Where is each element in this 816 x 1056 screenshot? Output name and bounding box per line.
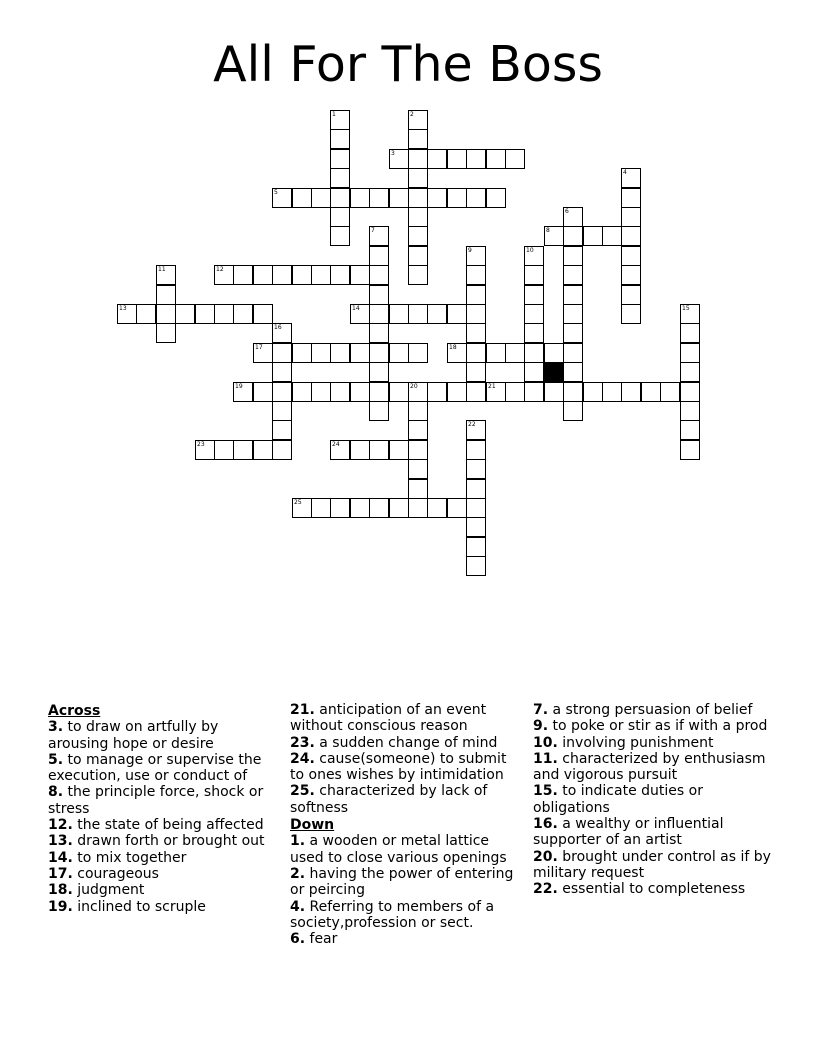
grid-cell[interactable]	[563, 304, 583, 324]
grid-cell[interactable]	[369, 226, 389, 246]
grid-cell[interactable]	[369, 498, 389, 518]
cell-number: 22	[468, 421, 476, 428]
grid-cell[interactable]	[563, 382, 583, 402]
grid-cell[interactable]	[330, 188, 350, 208]
grid-cell[interactable]	[427, 498, 447, 518]
grid-cell[interactable]	[350, 440, 370, 460]
grid-cell[interactable]	[330, 110, 350, 130]
grid-cell[interactable]	[117, 304, 137, 324]
grid-cell[interactable]	[195, 304, 215, 324]
clue-across-8: 8. the principle force, shock or stress	[48, 784, 264, 817]
grid-cell[interactable]	[350, 265, 370, 285]
grid-cell[interactable]	[369, 285, 389, 305]
grid-cell[interactable]	[233, 265, 253, 285]
grid-cell[interactable]	[408, 207, 428, 227]
grid-cell[interactable]	[563, 207, 583, 227]
grid-cell[interactable]	[253, 382, 273, 402]
grid-cell[interactable]	[214, 265, 234, 285]
clue-down-20: 20. brought under control as if by military request	[533, 848, 771, 881]
grid-cell[interactable]	[408, 401, 428, 421]
grid-cell[interactable]	[389, 304, 409, 324]
grid-cell[interactable]	[408, 304, 428, 324]
cell-number: 1	[332, 111, 336, 118]
grid-cell[interactable]	[389, 188, 409, 208]
grid-cell[interactable]	[408, 382, 428, 402]
cell-number: 6	[565, 208, 569, 215]
grid-cell[interactable]	[680, 401, 700, 421]
grid-cell[interactable]	[466, 498, 486, 518]
cell-number: 7	[371, 227, 375, 234]
grid-cell[interactable]	[563, 285, 583, 305]
clue-across-18: 18. judgment	[48, 882, 145, 899]
grid-cell[interactable]	[447, 382, 467, 402]
grid-cell[interactable]	[486, 188, 506, 208]
grid-cell[interactable]	[330, 440, 350, 460]
clue-column-2	[290, 702, 522, 947]
grid-cell[interactable]	[408, 129, 428, 149]
grid-cell[interactable]	[621, 188, 641, 208]
grid-cell[interactable]	[408, 498, 428, 518]
grid-cell[interactable]	[214, 304, 234, 324]
grid-cell[interactable]	[350, 188, 370, 208]
cell-number: 25	[294, 499, 302, 506]
grid-cell[interactable]	[466, 188, 486, 208]
grid-cell[interactable]	[311, 343, 331, 363]
grid-cell[interactable]	[602, 382, 622, 402]
clue-column-3	[533, 702, 773, 898]
grid-cell[interactable]	[408, 265, 428, 285]
grid-cell[interactable]	[272, 323, 292, 343]
clue-down-6: 6. fear	[290, 931, 338, 948]
grid-cell[interactable]	[330, 129, 350, 149]
grid-cell[interactable]	[272, 382, 292, 402]
grid-cell[interactable]	[524, 285, 544, 305]
grid-cell[interactable]	[369, 323, 389, 343]
grid-cell[interactable]	[330, 207, 350, 227]
grid-cell[interactable]	[660, 382, 680, 402]
cell-number: 17	[255, 344, 263, 351]
grid-cell[interactable]	[563, 265, 583, 285]
grid-cell[interactable]	[272, 362, 292, 382]
grid-block	[544, 362, 564, 382]
cell-number: 9	[468, 247, 472, 254]
grid-cell[interactable]	[621, 285, 641, 305]
down-heading: Down	[290, 817, 335, 834]
clue-down-1: 1. a wooden or metal lattice used to close various openings	[290, 833, 507, 866]
cell-number: 5	[274, 189, 278, 196]
cell-number: 8	[546, 227, 550, 234]
grid-cell[interactable]	[175, 304, 195, 324]
grid-cell[interactable]	[427, 304, 447, 324]
clue-down-7: 7. a strong persuasion of belief	[533, 702, 753, 718]
grid-cell[interactable]	[544, 343, 564, 363]
cell-number: 11	[158, 266, 166, 273]
grid-cell[interactable]	[427, 149, 447, 169]
clue-down-22: 22. essential to completeness	[533, 881, 746, 898]
clue-column-1	[48, 702, 280, 915]
grid-cell[interactable]	[389, 440, 409, 460]
grid-cell[interactable]	[408, 246, 428, 266]
grid-cell[interactable]	[330, 265, 350, 285]
grid-cell[interactable]	[466, 440, 486, 460]
grid-cell[interactable]	[272, 420, 292, 440]
grid-cell[interactable]	[292, 265, 312, 285]
grid-cell[interactable]	[621, 246, 641, 266]
grid-cell[interactable]	[447, 304, 467, 324]
cell-number: 19	[235, 383, 243, 390]
grid-cell[interactable]	[408, 343, 428, 363]
grid-cell[interactable]	[505, 343, 525, 363]
grid-cell[interactable]	[427, 382, 447, 402]
clue-across-25: 25. characterized by lack of softness	[290, 783, 488, 816]
puzzle-title: All For The Boss	[213, 36, 603, 93]
grid-cell[interactable]	[680, 382, 700, 402]
grid-cell[interactable]	[466, 265, 486, 285]
grid-cell[interactable]	[466, 285, 486, 305]
cell-number: 20	[410, 383, 418, 390]
grid-cell[interactable]	[505, 382, 525, 402]
clue-across-14: 14. to mix together	[48, 849, 187, 866]
grid-cell[interactable]	[389, 382, 409, 402]
across-heading: Across	[48, 703, 101, 719]
grid-cell[interactable]	[389, 343, 409, 363]
cell-number: 16	[274, 324, 282, 331]
grid-cell[interactable]	[563, 343, 583, 363]
grid-cell[interactable]	[524, 246, 544, 266]
grid-cell[interactable]	[466, 382, 486, 402]
grid-cell[interactable]	[524, 343, 544, 363]
clue-across-5: 5. to manage or supervise the execution, use or conduct of	[48, 751, 262, 785]
grid-cell[interactable]	[466, 323, 486, 343]
grid-cell[interactable]	[544, 382, 564, 402]
grid-cell[interactable]	[369, 362, 389, 382]
cell-number: 4	[623, 169, 627, 176]
grid-cell[interactable]	[466, 556, 486, 576]
grid-cell[interactable]	[292, 498, 312, 518]
clue-across-12: 12. the state of being affected	[48, 817, 264, 834]
cell-number: 2	[410, 111, 414, 118]
clue-across-3: 3. to draw on artfully by arousing hope or desire	[48, 719, 219, 752]
cell-number: 14	[352, 305, 360, 312]
grid-cell[interactable]	[369, 304, 389, 324]
clue-across-17: 17. courageous	[48, 865, 159, 882]
grid-cell[interactable]	[466, 149, 486, 169]
grid-cell[interactable]	[680, 304, 700, 324]
cell-number: 13	[119, 305, 127, 312]
grid-cell[interactable]	[466, 246, 486, 266]
grid-cell[interactable]	[427, 188, 447, 208]
grid-cell[interactable]	[369, 382, 389, 402]
grid-cell[interactable]	[156, 285, 176, 305]
grid-cell[interactable]	[408, 479, 428, 499]
grid-cell[interactable]	[233, 304, 253, 324]
grid-cell[interactable]	[486, 343, 506, 363]
grid-cell[interactable]	[272, 401, 292, 421]
grid-cell[interactable]	[156, 323, 176, 343]
grid-cell[interactable]	[253, 343, 273, 363]
grid-cell[interactable]	[214, 440, 234, 460]
cell-number: 24	[332, 441, 340, 448]
grid-cell[interactable]	[272, 265, 292, 285]
grid-cell[interactable]	[447, 343, 467, 363]
grid-cell[interactable]	[156, 304, 176, 324]
grid-cell[interactable]	[583, 382, 603, 402]
clue-down-10: 10. involving punishment	[533, 734, 714, 751]
grid-cell[interactable]	[389, 498, 409, 518]
grid-cell[interactable]	[311, 188, 331, 208]
grid-cell[interactable]	[680, 440, 700, 460]
grid-cell[interactable]	[563, 323, 583, 343]
clue-down-11: 11. characterized by enthusiasm and vigorous pursuit	[533, 750, 766, 784]
grid-cell[interactable]	[408, 110, 428, 130]
grid-cell[interactable]	[621, 265, 641, 285]
grid-cell[interactable]	[466, 537, 486, 557]
grid-cell[interactable]	[408, 226, 428, 246]
grid-cell[interactable]	[466, 517, 486, 537]
grid-cell[interactable]	[272, 188, 292, 208]
grid-cell[interactable]	[330, 226, 350, 246]
grid-cell[interactable]	[408, 440, 428, 460]
grid-cell[interactable]	[621, 226, 641, 246]
grid-cell[interactable]	[369, 343, 389, 363]
grid-cell[interactable]	[505, 149, 525, 169]
grid-cell[interactable]	[524, 265, 544, 285]
grid-cell[interactable]	[447, 498, 467, 518]
grid-cell[interactable]	[330, 498, 350, 518]
grid-cell[interactable]	[641, 382, 661, 402]
clue-across-23: 23. a sudden change of mind	[290, 734, 498, 751]
clue-across-24: 24. cause(someone) to submit to ones wishes by intimidation	[290, 750, 507, 784]
grid-cell[interactable]	[563, 246, 583, 266]
cell-number: 23	[197, 441, 205, 448]
grid-cell[interactable]	[408, 168, 428, 188]
clue-across-19: 19. inclined to scruple	[48, 898, 206, 915]
clue-down-2: 2. having the power of entering or peircing	[290, 865, 514, 899]
grid-cell[interactable]	[447, 188, 467, 208]
grid-cell[interactable]	[272, 440, 292, 460]
grid-cell[interactable]	[680, 343, 700, 363]
grid-cell[interactable]	[195, 440, 215, 460]
grid-cell[interactable]	[486, 149, 506, 169]
grid-cell[interactable]	[408, 420, 428, 440]
grid-cell[interactable]	[583, 226, 603, 246]
grid-cell[interactable]	[447, 149, 467, 169]
cell-number: 15	[682, 305, 690, 312]
grid-cell[interactable]	[680, 420, 700, 440]
grid-cell[interactable]	[369, 265, 389, 285]
clue-across-13: 13. drawn forth or brought out	[48, 833, 265, 850]
grid-cell[interactable]	[350, 343, 370, 363]
grid-cell[interactable]	[253, 440, 273, 460]
grid-cell[interactable]	[524, 382, 544, 402]
grid-cell[interactable]	[272, 343, 292, 363]
cell-number: 12	[216, 266, 224, 273]
grid-cell[interactable]	[330, 149, 350, 169]
grid-cell[interactable]	[466, 343, 486, 363]
cell-number: 21	[488, 383, 496, 390]
grid-cell[interactable]	[466, 304, 486, 324]
grid-cell[interactable]	[369, 246, 389, 266]
grid-cell[interactable]	[621, 168, 641, 188]
cell-number: 10	[526, 247, 534, 254]
grid-cell[interactable]	[466, 362, 486, 382]
grid-cell[interactable]	[156, 265, 176, 285]
grid-cell[interactable]	[389, 149, 409, 169]
grid-cell[interactable]	[350, 382, 370, 402]
grid-cell[interactable]	[680, 362, 700, 382]
clue-down-15: 15. to indicate duties or obligations	[533, 783, 703, 816]
grid-cell[interactable]	[466, 479, 486, 499]
grid-cell[interactable]	[544, 226, 564, 246]
grid-cell[interactable]	[680, 323, 700, 343]
grid-cell[interactable]	[330, 343, 350, 363]
grid-cell[interactable]	[292, 382, 312, 402]
grid-cell[interactable]	[466, 420, 486, 440]
grid-cell[interactable]	[563, 401, 583, 421]
grid-cell[interactable]	[369, 440, 389, 460]
clue-across-21: 21. anticipation of an event without conscious reason	[290, 702, 487, 735]
grid-cell[interactable]	[233, 440, 253, 460]
grid-cell[interactable]	[486, 382, 506, 402]
grid-cell[interactable]	[311, 498, 331, 518]
grid-cell[interactable]	[524, 304, 544, 324]
grid-cell[interactable]	[330, 168, 350, 188]
grid-cell[interactable]	[408, 459, 428, 479]
grid-cell[interactable]	[253, 304, 273, 324]
grid-cell[interactable]	[602, 226, 622, 246]
clue-down-4: 4. Referring to members of a society,profession or sect.	[290, 898, 495, 931]
grid-cell[interactable]	[311, 382, 331, 402]
grid-cell[interactable]	[292, 343, 312, 363]
grid-cell[interactable]	[466, 459, 486, 479]
grid-cell[interactable]	[369, 401, 389, 421]
cell-number: 18	[449, 344, 457, 351]
grid-cell[interactable]	[350, 498, 370, 518]
clue-down-9: 9. to poke or stir as if with a prod	[533, 718, 768, 735]
grid-cell[interactable]	[408, 149, 428, 169]
grid-cell[interactable]	[253, 265, 273, 285]
grid-cell[interactable]	[330, 382, 350, 402]
grid-cell[interactable]	[408, 188, 428, 208]
grid-cell[interactable]	[350, 304, 370, 324]
grid-cell[interactable]	[136, 304, 156, 324]
grid-cell[interactable]	[233, 382, 253, 402]
grid-cell[interactable]	[311, 265, 331, 285]
grid-cell[interactable]	[369, 188, 389, 208]
grid-cell[interactable]	[621, 207, 641, 227]
grid-cell[interactable]	[621, 382, 641, 402]
cell-number: 3	[391, 150, 395, 157]
grid-cell[interactable]	[563, 226, 583, 246]
grid-cell[interactable]	[621, 304, 641, 324]
grid-cell[interactable]	[563, 362, 583, 382]
grid-cell[interactable]	[292, 188, 312, 208]
grid-cell[interactable]	[524, 323, 544, 343]
grid-cell[interactable]	[524, 362, 544, 382]
clue-down-16: 16. a wealthy or influential supporter of an artist	[533, 816, 724, 849]
